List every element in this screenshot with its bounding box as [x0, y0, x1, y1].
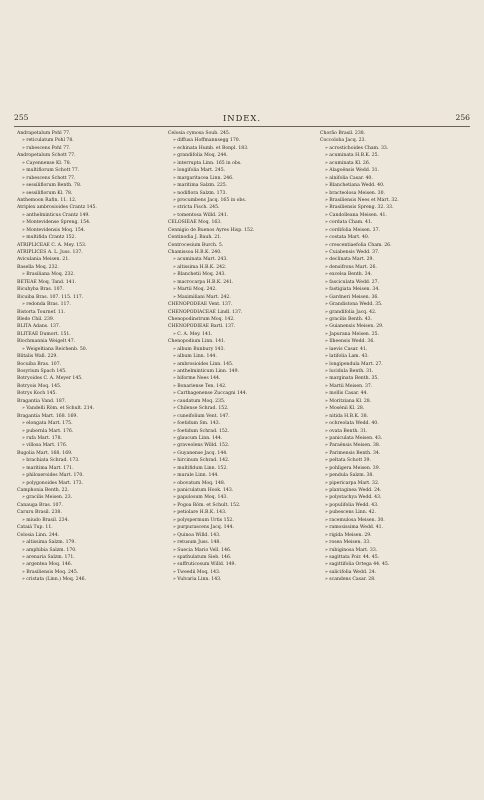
index-entry: » Pogoa Röm. et Schult. 152.: [173, 502, 241, 508]
index-entry: » Maximiliani Mart. 242.: [173, 294, 231, 300]
index-entry: » villosa Mart. 176.: [22, 443, 68, 449]
index-entry: » maritima Salzm. 225.: [173, 183, 228, 189]
index-entry: » suffruticosum Willd. 149.: [173, 562, 236, 568]
index-entry: » Tweedii Moq. 143.: [173, 569, 221, 575]
index-entry: » plantaginea Wedd. 24.: [325, 488, 382, 493]
index-entry: Andrapetalum Pohl 77.: [17, 131, 71, 136]
index-entry: Bistorta Tournef. 11.: [17, 309, 66, 315]
index-entry: Centrocesium Burch. 5.: [168, 242, 224, 248]
index-entry: Caruru Brasil. 238.: [17, 510, 62, 516]
index-entry: » rosea Meisen. 33.: [325, 540, 371, 546]
index-entry: CELOSIEAE Moq. 163.: [168, 220, 222, 226]
index-entry: » acrostichoides Cham. 33.: [325, 145, 389, 151]
index-entry: » peltata Schott 39.: [325, 458, 371, 464]
index-entry: Celosia Linn. 244.: [17, 532, 60, 538]
index-entry: » Vulvaria Linn. 143.: [173, 577, 222, 583]
index-entry: » gracilis Benth. 43.: [325, 316, 373, 322]
index-entry: » scandens Casar. 28.: [325, 577, 376, 583]
index-entry: BLITA Adans. 137.: [17, 324, 61, 330]
index-entry: Bicuhyba Bras. 107.: [17, 287, 64, 293]
index-entry: » laevis Casar. 41.: [325, 346, 368, 352]
index-entry: Aviculania Meisen. 21.: [17, 257, 70, 263]
index-entry: CHENOPODIACEAE Lindl. 137.: [168, 309, 243, 315]
index-entry: » diffusa Hoffmannsegg 170.: [173, 138, 241, 144]
index-entry: » multiflorum Schott 77.: [22, 168, 80, 174]
index-entry: » glaucum Linn. 144.: [173, 435, 223, 441]
index-entry: Bocuiba Bras. 107.: [17, 361, 62, 367]
index-entry: » anthelminticus Crantz 149.: [22, 212, 90, 218]
index-entry: » spathulatum Sieb. 146.: [173, 554, 232, 560]
index-entry: » pohligera Meisen. 39.: [325, 465, 381, 471]
index-entry: » album Bunbury 143.: [173, 346, 225, 352]
index-entry: BETEAE Moq. Tand. 141.: [17, 279, 77, 285]
index-entry: » ramosissima Wedd. 41.: [325, 525, 384, 531]
index-entry: » Brasiliana Moq. 232.: [22, 272, 75, 278]
index-entry: » declinata Mart. 29.: [325, 257, 374, 263]
index-entry: » ambrosioides Linn. 145.: [173, 361, 234, 367]
index-entry: » latifolia Lam. 43.: [325, 354, 369, 360]
index-entry: Bledo Chil. 239.: [17, 316, 55, 322]
index-entry: » Ilheensis Wedd. 36.: [325, 339, 375, 345]
index-entry: Canauga Bras. 107.: [17, 502, 63, 508]
index-entry: Centinodia J. Bauh. 21.: [168, 235, 222, 241]
index-entry: » sessiliflorum Kl. 78.: [22, 190, 73, 196]
index-entry: » racemulosa Meisen. 30.: [325, 517, 385, 523]
index-entry: Bosyrium Spach 145.: [17, 369, 67, 374]
index-entry: » Weigeltiana Reichenb. 50.: [22, 346, 88, 352]
index-entry: » sagittata Poir. 44. 45.: [325, 554, 380, 560]
header-rule: [14, 126, 470, 127]
index-entry: » sessiliflorum Benth. 78.: [22, 183, 82, 189]
index-entry: » pubescens Linn. 42.: [325, 510, 376, 516]
index-entry: » densifrons Mart. 26.: [325, 264, 377, 270]
index-entry: » Mosénii Kl. 28.: [325, 406, 365, 412]
index-entry: » Gardneri Meisen. 36.: [325, 294, 379, 300]
index-entry: » Parimensis Benth. 34.: [325, 450, 381, 456]
index-entry: » Japurana Meisen. 25.: [325, 331, 379, 337]
index-entry: » Montevidense Spreng. 154.: [22, 220, 91, 226]
index-entry: » Carthagenense Zuccagni 144.: [173, 391, 248, 397]
index-entry: » Cuiabensis Wedd. 37.: [325, 250, 380, 255]
index-entry: » caudatum Moq. 235.: [173, 398, 226, 404]
index-entry: Bicuiba Bras. 107. 115. 117.: [17, 294, 84, 300]
index-entry: Anthemoon Rafin. 11. 12.: [17, 197, 77, 203]
index-entry: » nitida H.B.K. 38.: [325, 413, 369, 419]
index-entry: Chenopodinstrum Moq. 142.: [168, 316, 235, 322]
index-entry: » ovata Benth. 31.: [325, 428, 368, 434]
index-entry: » Suecia Mario Vell. 146.: [173, 547, 232, 553]
index-entry: » Blanchetii Moq. 243.: [173, 272, 226, 278]
index-entry: » excelsa Benth. 34.: [325, 272, 372, 278]
index-entry: » grandifolia Moq. 244.: [173, 153, 228, 159]
index-entry: Andropetalum Schott 77.: [17, 153, 76, 159]
index-entry: » fastigiata Meisen. 34.: [325, 287, 380, 293]
index-entry: » Quinoa Willd. 143.: [173, 532, 221, 538]
index-entry: » Guianensis Meisen. 29.: [325, 324, 384, 330]
index-entry: » polygonoides Mart. 173.: [22, 480, 84, 486]
index-entry: » longipendula Mart. 27.: [325, 361, 383, 367]
index-entry: » alnifolia Casar. 40.: [325, 175, 373, 181]
index-entry: » sagittifolia Ortega 44. 45.: [325, 562, 390, 568]
index-entry: » Cayennense Kl. 78.: [22, 160, 72, 166]
index-entry: » Martii Moq. 242.: [173, 287, 217, 293]
index-entry: » redonda Bras. 117.: [22, 302, 71, 308]
index-entry: » purpurascens Jacq. 144.: [173, 525, 234, 531]
index-entry: » philoxeroides Mart. 170.: [22, 473, 84, 479]
index-entry: » margaritacea Linn. 246.: [173, 175, 234, 181]
index-entry: » biforme Nees 144.: [173, 376, 221, 382]
index-entry: » marginata Benth. 35.: [325, 376, 379, 382]
index-entry: Blochmannia Weigelt 47.: [17, 339, 76, 345]
index-entry: » altissima H.B.K. 242.: [173, 264, 227, 270]
index-entry: » acuminata Kl. 26.: [325, 160, 371, 166]
right-page-number: 256: [455, 113, 470, 122]
index-entry: » paniculatum Hook. 143.: [173, 488, 234, 493]
index-entry: » echinata Humb. et Bonpl. 183.: [173, 145, 249, 151]
index-entry: » argentea Moq. 146.: [22, 562, 73, 568]
index-entry: » procumbens Jacq. 165 in obs.: [173, 197, 247, 203]
index-entry: » foetidum Schrad. 152.: [173, 428, 230, 434]
index-entry: » Alagoënsis Wedd. 31.: [325, 168, 379, 174]
index-entry: » amphibia Salzm. 170.: [22, 547, 77, 553]
index-entry: Chorão Brasil. 238.: [320, 131, 366, 136]
index-entry: » cordifolia Meisen. 37.: [325, 227, 380, 233]
index-entry: » graveolens Willd. 152.: [173, 443, 230, 449]
index-entry: » Paraënsis Meisen. 38.: [325, 443, 381, 449]
index-entry: » polyspermum Urtis 152.: [173, 517, 234, 523]
index-entry: » papulosum Moq. 143.: [173, 495, 228, 501]
index-entry: » multifidum Linn. 152.: [173, 465, 228, 471]
index-entry: Atriplex ambrosioides Crantz 145.: [17, 205, 97, 211]
index-entry: » rufa Mart. 178.: [22, 435, 62, 441]
index-entry: CHENOPODEAE Vent. 137.: [168, 302, 233, 308]
index-entry: Camphonia Benth. 22.: [17, 488, 69, 493]
index-entry: Botrys Koch 145.: [17, 391, 57, 397]
index-entry: » cristata (Linn.) Moq. 246.: [22, 577, 86, 583]
index-entry: » retusum Juss. 148.: [173, 540, 221, 546]
index-entry: » petiolare H.B.K. 143.: [173, 510, 227, 516]
index-entry: » maritima Mart. 171.: [22, 465, 74, 471]
index-entry: » Vandelli Röm. et Schult. 214.: [22, 406, 95, 412]
index-entry: Cataiá Tup. 11.: [17, 525, 53, 531]
page-header: [14, 112, 470, 124]
index-entry: Botryoides C. A. Meyer 145.: [17, 376, 83, 382]
index-entry: BLITEAE Dumort. 151.: [17, 331, 71, 337]
index-entry: » Montevidensis Moq. 154.: [22, 227, 86, 233]
index-entry: Bragantia Vand. 187.: [17, 398, 67, 404]
index-entry: » costata Mart. 40.: [325, 235, 370, 241]
index-entry: » nodiflora Salzm. 173.: [173, 190, 227, 196]
index-entry: ATRIPLICEAE C. A. Mey. 153.: [17, 242, 87, 248]
index-entry: » obovatum Moq. 148.: [173, 480, 226, 486]
index-entry: » Brasiliensis Spreng. 32. 33.: [325, 205, 394, 211]
index-column-3: [320, 130, 470, 584]
index-entry: » bracteolosa Meisen. 30.: [325, 190, 385, 196]
index-entry: » grandifolia Jacq. 42.: [325, 309, 377, 315]
index-entry: » album Linn. 144.: [173, 354, 217, 360]
index-entry: Basella Moq. 232.: [17, 264, 59, 270]
index-entry: » C. A. Mey. 141.: [173, 331, 213, 337]
index-entry: » crescentiaefolia Cham. 26.: [325, 242, 392, 248]
index-entry: » pipericarpa Mart. 32.: [325, 480, 380, 486]
index-entry: » polystachya Wedd. 43.: [325, 495, 382, 501]
index-entry: » cordata Cham. 41.: [325, 220, 373, 226]
index-entry: Cennigio de Buenos Ayres Hisp. 152.: [168, 227, 255, 233]
index-column-2: [168, 130, 318, 584]
index-entry: » tomentosa Willd. 241.: [173, 212, 229, 218]
index-entry: » salicifolia Wedd. 24.: [325, 569, 377, 575]
index-entry: » macrocarpa H.B.K. 241.: [173, 279, 234, 285]
index-entry: CHENOPODIEAE Bartl. 137.: [168, 324, 236, 330]
index-entry: » Blanchetiana Wedd. 40.: [325, 183, 385, 189]
index-entry: » pubernla Mart. 176.: [22, 428, 74, 434]
index-entry: » acuminata Mart. 243.: [173, 257, 228, 263]
index-entry: » Candolleana Meisen. 41.: [325, 212, 387, 218]
index-entry: » acuminata H.B.K. 25.: [325, 153, 380, 159]
index-entry: » pendula Salzm. 38.: [325, 473, 374, 479]
index-entry: » mollis Casar. 44.: [325, 391, 368, 397]
index-entry: » paniculata Meisen. 43.: [325, 435, 383, 441]
index-entry: Botryois Moq. 145.: [17, 383, 62, 389]
index-entry: » Bonariense Ten. 142.: [173, 383, 227, 389]
index-entry: » rubescens Schott 77.: [22, 175, 76, 181]
index-entry: » Moritziana Kl. 28.: [325, 398, 372, 404]
index-entry: » cuneifolium Vent. 147.: [173, 413, 230, 419]
page-title: INDEX.: [222, 113, 262, 123]
index-entry: Celosia cymosa Soub. 245.: [168, 131, 231, 136]
index-entry: » Martii Meisen. 37.: [325, 383, 373, 389]
index-entry: » rubiginosa Mart. 33.: [325, 547, 378, 553]
index-entry: » Guyanense Jacq. 144.: [173, 450, 228, 456]
index-entry: » brachiata Schrad. 173.: [22, 458, 80, 464]
index-entry: » hircinum Schrad. 142.: [173, 458, 230, 464]
index-entry: » elongata Mart. 175.: [22, 421, 73, 427]
index-entry: » longifolia Mart. 245.: [173, 168, 226, 174]
index-entry: » foetidum Sm. 143.: [173, 421, 221, 427]
index-entry: Chamissoa H.B.K. 240.: [168, 250, 222, 255]
index-entry: » fasciculata Wedd. 27.: [325, 279, 380, 285]
index-entry: » miudo Brasil. 234.: [22, 517, 69, 523]
index-entry: ATRIPLICES A. L. Juss. 137.: [17, 250, 83, 255]
index-column-1: [17, 130, 167, 584]
index-entry: » ochreolata Wedd. 40.: [325, 421, 379, 427]
index-entry: » rubescens Pohl 77.: [22, 145, 71, 151]
index-entry: » populifolia Wedd. 43.: [325, 502, 379, 508]
index-entry: » rigida Meisen. 29.: [325, 532, 372, 538]
left-page-number: 255: [14, 113, 29, 122]
index-entry: » arenaria Salzm. 171.: [22, 554, 75, 560]
index-entry: » gracilis Meisen. 23.: [22, 495, 73, 501]
index-entry: » multifida Crantz 152.: [22, 235, 76, 241]
index-entry: » Chilense Schrad. 152.: [173, 406, 229, 412]
index-entry: Coccoloba Jacq. 23.: [320, 138, 366, 144]
index-entry: Blitalis Wall. 229.: [17, 354, 58, 360]
index-entry: Chenopodium Linn. 141.: [168, 339, 226, 345]
index-entry: » altissima Salzm. 179.: [22, 540, 76, 546]
index-entry: » stricta Fisch. 245.: [173, 205, 220, 211]
index-entry: » murale Linn. 144.: [173, 473, 219, 479]
index-entry: » interrupta Linn. 165 in obs.: [173, 160, 242, 166]
index-entry: Bragantia Mart. 168. 169.: [17, 413, 78, 419]
index-entry: » Grandistona Wedd. 35.: [325, 302, 383, 308]
index-entry: » anthelminticum Linn. 149.: [173, 369, 239, 374]
index-entry: » Brasiliensis Nees et Mart. 32.: [325, 197, 399, 203]
index-entry: Bugolia Mart. 168. 169.: [17, 450, 73, 456]
index-entry: » lucidula Benth. 31.: [325, 369, 374, 374]
index-entry: » reticulatum Pohl 78.: [22, 138, 74, 144]
index-entry: » Brasiliensis Moq. 245.: [22, 569, 79, 575]
